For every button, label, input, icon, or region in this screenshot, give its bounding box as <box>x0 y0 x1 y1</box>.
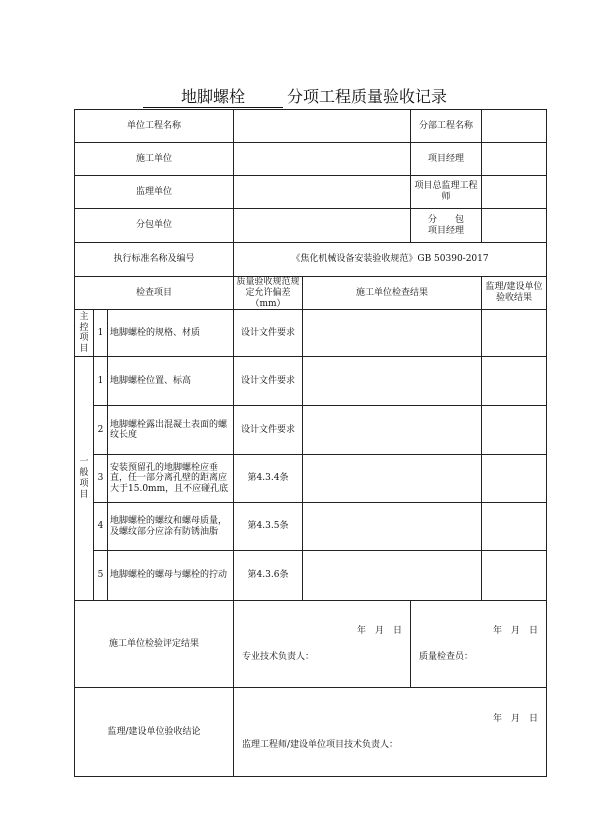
title-item-name: 地脚螺栓 <box>143 84 283 108</box>
construction-result-cell[interactable] <box>303 551 482 601</box>
item-no: 2 <box>94 406 108 455</box>
subcontract-pm-label <box>411 209 482 243</box>
supervision-record-cell[interactable] <box>482 406 547 455</box>
item-no: 1 <box>94 357 108 406</box>
form-title <box>0 84 590 108</box>
construction-result-cell[interactable] <box>303 503 482 551</box>
supervision-conclusion-label: 监理/建设单位验收结论 <box>75 688 234 777</box>
chief-supervisor-value[interactable] <box>482 176 547 209</box>
item-spec: 第4.3.4条 <box>234 455 303 503</box>
supervision-record-cell[interactable] <box>482 455 547 503</box>
construction-eval-label: 施工单位检验评定结果 <box>75 601 234 688</box>
chief-supervisor-label: 项目总监理工程师 <box>411 176 482 209</box>
sub-project-label: 分部工程名称 <box>411 110 482 143</box>
construction-unit-label: 施工单位 <box>75 143 234 176</box>
table-row <box>75 551 547 601</box>
row-unit-project <box>75 110 547 143</box>
row-construction-evaluation <box>75 601 547 688</box>
table-row <box>75 503 547 551</box>
item-description: 地脚螺栓的规格、材质 <box>108 310 234 357</box>
item-no: 4 <box>94 503 108 551</box>
standard-value: 《焦化机械设备安装验收规范》GB 50390-2017 <box>234 243 547 277</box>
table-row <box>75 455 547 503</box>
col-construction-result: 施工单位检查结果 <box>303 277 482 310</box>
title-suffix: 分项工程质量验收记录 <box>286 87 447 106</box>
tech-lead-date: 年 月 日 <box>356 625 402 636</box>
item-spec: 第4.3.5条 <box>234 503 303 551</box>
subcontract-pm-line2: 项目经理 <box>427 225 464 236</box>
table-row <box>75 357 547 406</box>
item-description: 地脚螺栓的螺母与螺栓的拧动 <box>108 551 234 601</box>
item-no: 5 <box>94 551 108 601</box>
construction-result-cell[interactable] <box>303 310 482 357</box>
project-manager-label: 项目经理 <box>411 143 482 176</box>
unit-project-value[interactable] <box>234 110 411 143</box>
item-description: 地脚螺栓位置、标高 <box>108 357 234 406</box>
quality-inspector-date: 年 月 日 <box>492 625 538 636</box>
tech-lead-label: 专业技术负责人： <box>242 652 315 663</box>
subcontract-unit-value[interactable] <box>234 209 411 243</box>
quality-inspector-label: 质量检查员： <box>419 652 474 663</box>
subcontract-pm-value[interactable] <box>482 209 547 243</box>
supervisor-sign-cell[interactable] <box>234 688 547 777</box>
quality-inspector-sign-cell[interactable] <box>411 601 547 688</box>
row-supervision-conclusion <box>75 688 547 777</box>
supervisor-sign-date: 年 月 日 <box>492 713 538 724</box>
item-spec: 设计文件要求 <box>234 310 303 357</box>
general-group-label: 一般项目 <box>75 357 94 601</box>
main-group-label: 主控项目 <box>75 310 94 357</box>
item-description: 地脚螺栓的螺纹和螺母质量，及螺纹部分应涂有防锈油脂 <box>108 503 234 551</box>
item-description: 安装预留孔的地脚螺栓应垂直，任一部分离孔壁的距离应大于15.0mm，且不应碰孔底 <box>108 455 234 503</box>
supervision-record-cell[interactable] <box>482 551 547 601</box>
sub-project-value[interactable] <box>482 110 547 143</box>
supervision-unit-value[interactable] <box>234 176 411 209</box>
tech-lead-sign-cell[interactable] <box>234 601 411 688</box>
item-no: 1 <box>94 310 108 357</box>
supervision-record-cell[interactable] <box>482 503 547 551</box>
item-description: 地脚螺栓露出混凝土表面的螺纹长度 <box>108 406 234 455</box>
col-allowed-deviation: 质量验收规范规定允许偏差（mm） <box>234 277 303 310</box>
item-no: 3 <box>94 455 108 503</box>
project-manager-value[interactable] <box>482 143 547 176</box>
item-spec: 设计文件要求 <box>234 406 303 455</box>
supervisor-sign-label: 监理工程师/建设单位项目技术负责人： <box>242 740 399 751</box>
subcontract-pm-line1: 分 包 <box>427 214 464 225</box>
construction-result-cell[interactable] <box>303 455 482 503</box>
supervision-unit-label: 监理单位 <box>75 176 234 209</box>
item-spec: 设计文件要求 <box>234 357 303 406</box>
subcontract-unit-label: 分包单位 <box>75 209 234 243</box>
row-construction-unit <box>75 143 547 176</box>
row-column-headers <box>75 277 547 310</box>
construction-result-cell[interactable] <box>303 406 482 455</box>
row-standard <box>75 243 547 277</box>
inspection-form-table <box>74 109 547 777</box>
col-supervision-record: 监理/建设单位验收结果 <box>482 277 547 310</box>
standard-label: 执行标准名称及编号 <box>75 243 234 277</box>
row-supervision-unit <box>75 176 547 209</box>
construction-result-cell[interactable] <box>303 357 482 406</box>
row-subcontract-unit <box>75 209 547 243</box>
supervision-record-cell[interactable] <box>482 310 547 357</box>
table-row <box>75 406 547 455</box>
supervision-record-cell[interactable] <box>482 357 547 406</box>
construction-unit-value[interactable] <box>234 143 411 176</box>
unit-project-label: 单位工程名称 <box>75 110 234 143</box>
item-spec: 第4.3.6条 <box>234 551 303 601</box>
table-row <box>75 310 547 357</box>
col-check-item: 检查项目 <box>75 277 234 310</box>
